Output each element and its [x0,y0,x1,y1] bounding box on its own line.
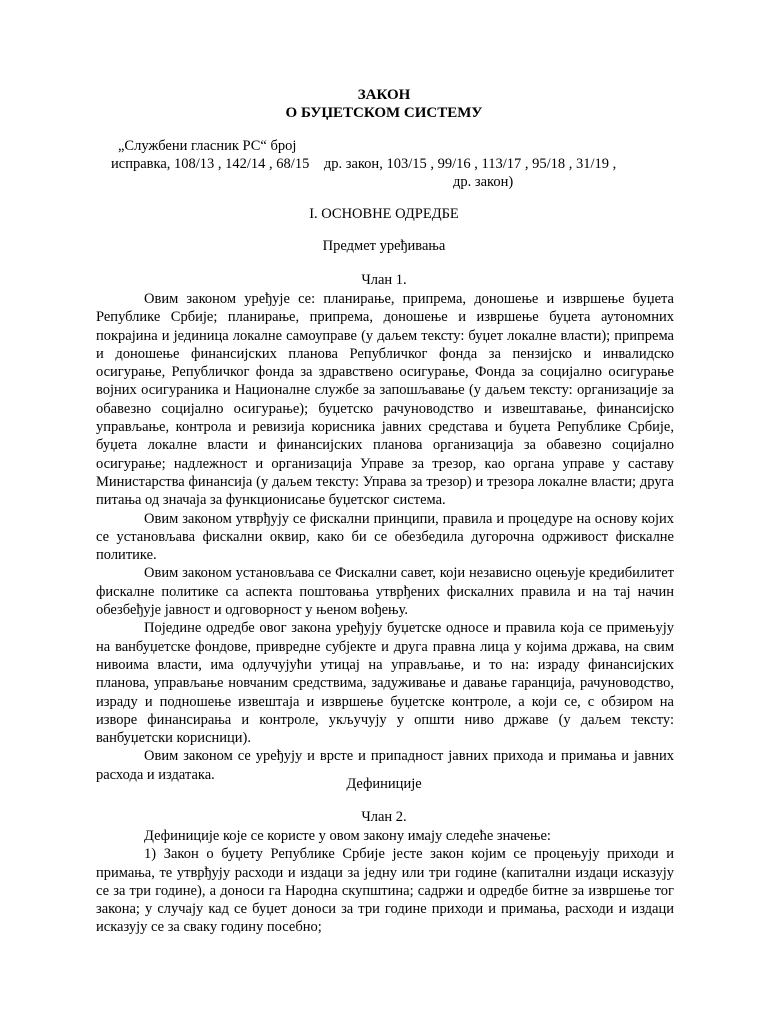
section-subheading: Предмет уређивања [322,238,446,254]
law-title: ЗАКОН [357,87,411,103]
article-1-paragraph: Поједине одредбе овог закона уређују буџетске односе и правила која се примењују на ванбуџетске фондове, привредне субјекте и друга правна лица у којима држава, на свим нивоима власти, има одлучујући утицај на управљање, и то на: израду финансијских планова, управљање новчаним средствима, задуживање и давање гаранција, рачуноводство, израду и подношење извештаја и извршење буџетске контроле, а који се, с обзиром на изворе финансирања и контроле, укључују у општи ниво државе (у даљем тексту: ванбуџетски корисници). [96,620,674,747]
article-2-paragraph: Дефиниције које се користе у овом закону имају следеће значење: [144,828,551,844]
article-1-paragraph: Овим законом установљава се Фискални савет, који независно оцењује кредибилитет фискалне политике са аспекта поштовања утврђених фискалних правила и на тај начин обезбеђује јавност и одговорност у њеном вођењу. [96,565,674,619]
chapter-heading: I. ОСНОВНЕ ОДРЕДБЕ [309,206,459,222]
article-2-body [96,827,674,937]
article-2-paragraph: 1) Закон о буџету Републике Србије јесте закон којим се процењују приходи и примања, те утврђују расходи и издаци за једну или три године (капитални издаци исказују се за три године), а доноси га Народна скупштина; садржи и одредбе битне за извршење тог закона; у случају кад се буџет доноси за три године приходи и примања, расходи и издаци исказују се за сваку годину посебно; [96,846,674,936]
gazette-line-3: др. закон) [453,174,514,190]
gazette-line-1: „Службени гласник РС“ број [118,138,297,154]
definitions-subheading: Дефиниције [346,776,422,792]
article-2-label: Члан 2. [361,809,407,825]
article-1-paragraph: Овим законом утврђују се фискални принципи, правила и процедуре на основу којих се установљава фискални оквир, како би се обезбедила дугорочна одрживост фискалне политике. [96,510,674,564]
article-1-label: Члан 1. [361,272,407,288]
law-subtitle: О БУЏЕТСКОМ СИСТЕМУ [285,105,483,121]
article-1-paragraph: Овим законом се уређују и врсте и припадност јавних прихода и примања и јавних расхода и издатака. [96,748,674,783]
article-1-paragraph: Овим законом уређује се: планирање, припрема, доношење и извршење буџета Републике Србије; планирање, припрема, доношење и извршење буџета аутономних покрајина и јединица локалне самоуправе (у даљем тексту: буџет локалне власти); припрема и доношење финансијских планова Републичког фонда за пензијско и инвалидско осигурање, Републичког фонда за здравствено осигурање, Фонда за социјално осигурање војних осигураника и Националне службе за запошљавање (у даљем тексту: организације за обавезно социјално осигурање); буџетско рачуноводство и извештавање, финансијско управљање, контрола и ревизија корисника јавних средстава и буџета Републике Србије, буџета локалне власти и финансијских планова организација за обавезно социјално осигурање; надлежност и организација Управе за трезор, као органа управе у саставу Министарства финансија (у даљем тексту: Управа за трезор) и трезора локалне власти; друга питања од значаја за функционисање буџетског система. [96,291,674,509]
article-1-body [96,290,674,784]
gazette-line-2: исправка, 108/13 , 142/14 , 68/15 др. закон, 103/15 , 99/16 , 113/17 , 95/18 , 31/19 , [111,156,617,172]
